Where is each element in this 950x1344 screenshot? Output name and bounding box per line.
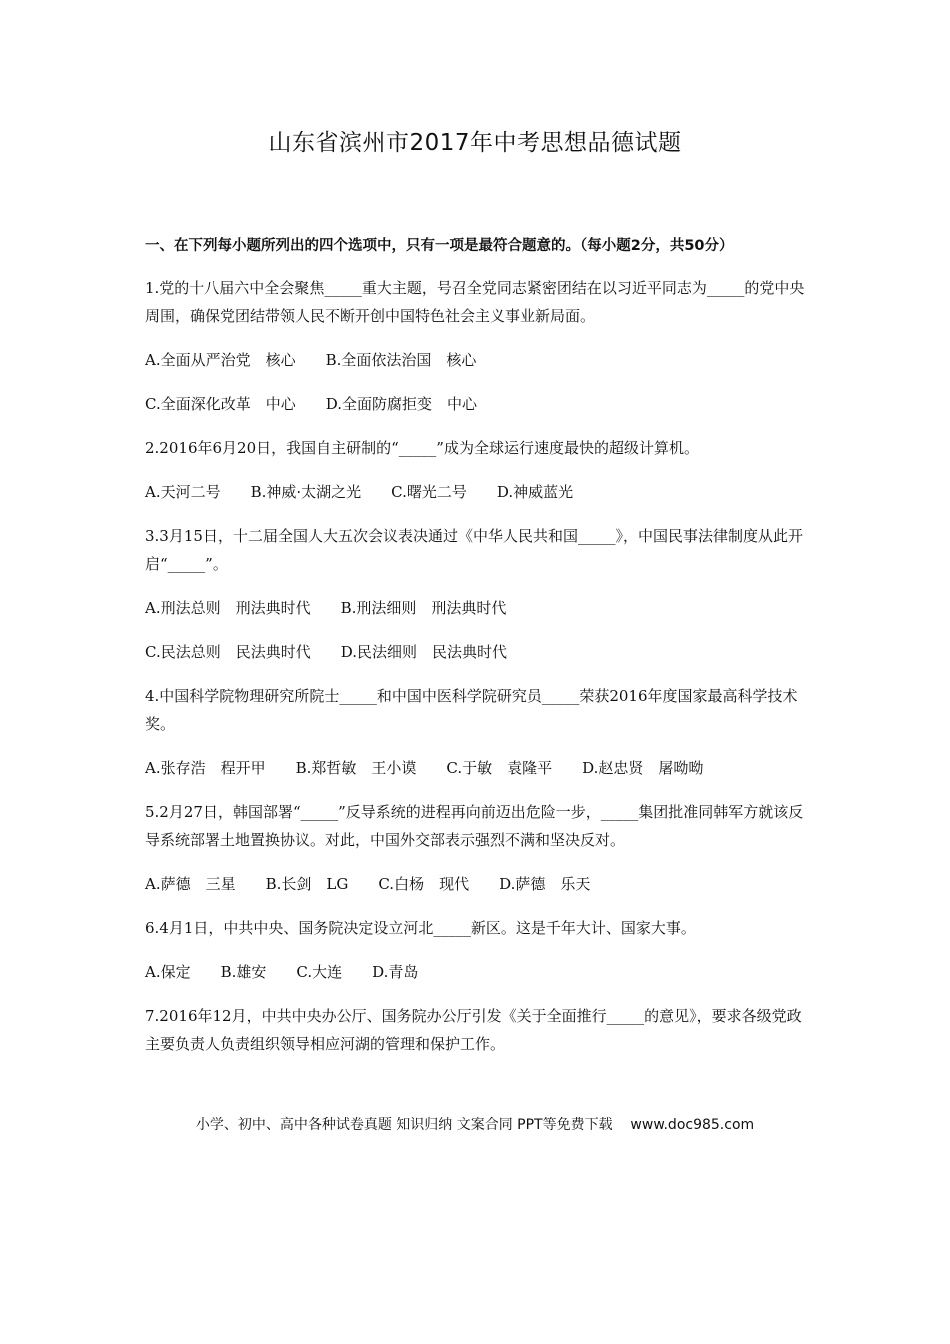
option: C.大连	[296, 963, 343, 981]
option: B.全面依法治国 核心	[325, 351, 477, 369]
question-stem: 5.2月27日，韩国部署“_____”反导系统的进程再向前迈出危险一步，_____集团批准同韩军方就该反导系统部署土地置换协议。对此，中国外交部表示强烈不满和坚决反对。	[145, 803, 804, 849]
option: B.郑哲敏 王小谟	[295, 759, 417, 777]
question-stem: 2.2016年6月20日，我国自主研制的“_____”成为全球运行速度最快的超级计算机。	[145, 439, 699, 457]
option: D.萨德 乐天	[499, 875, 591, 893]
option: D.青岛	[372, 963, 419, 981]
exam-content	[145, 232, 810, 1074]
option: D.神威蓝光	[496, 483, 574, 501]
option: B.雄安	[220, 963, 267, 981]
option: A.全面从严治党 核心	[145, 351, 296, 369]
option: A.保定	[145, 963, 191, 981]
question-stem: 4.中国科学院物理研究所院士_____和中国中医科学院研究员_____荣获2016年度国家最高科学技术奖。	[145, 687, 798, 733]
option: C.全面深化改革 中心	[145, 395, 296, 413]
option: D.民法细则 民法典时代	[340, 643, 507, 661]
option-line	[145, 390, 810, 418]
question-stem: 1.党的十八届六中全会聚焦_____重大主题，号召全党同志紧密团结在以习近平同志为_____的党中央周围，确保党团结带领人民不断开创中国特色社会主义事业新局面。	[145, 279, 805, 325]
option: B.神威·太湖之光	[250, 483, 362, 501]
option: B.长剑 LG	[265, 875, 349, 893]
option-line	[145, 346, 810, 374]
option: C.于敏 袁隆平	[446, 759, 553, 777]
option: D.赵忠贤 屠呦呦	[582, 759, 704, 777]
question-stem: 7.2016年12月，中共中央办公厅、国务院办公厅引发《关于全面推行_____的意见》，要求各级党政主要负责人负责组织领导相应河湖的管理和保护工作。	[145, 1007, 802, 1053]
option: C.白杨 现代	[378, 875, 470, 893]
question-stem: 6.4月1日，中共中央、国务院决定设立河北_____新区。这是千年大计、国家大事。	[145, 919, 696, 937]
option-line	[145, 870, 810, 898]
option: A.天河二号	[145, 483, 221, 501]
option: A.萨德 三星	[145, 875, 236, 893]
option-line	[145, 478, 810, 506]
option-line	[145, 594, 810, 622]
option: C.曙光二号	[391, 483, 467, 501]
option: A.刑法总则 刑法典时代	[145, 599, 311, 617]
option: A.张存浩 程开甲	[145, 759, 266, 777]
page-title: 山东省滨州市2017年中考思想品德试题	[268, 130, 682, 156]
section-heading: 一、在下列每小题所列出的四个选项中，只有一项是最符合题意的。（每小题2分，共50分）	[145, 238, 734, 254]
option: D.全面防腐拒变 中心	[325, 395, 477, 413]
option-line	[145, 638, 810, 666]
page-footer: 小学、初中、高中各种试卷真题 知识归纳 文案合同 PPT等免费下载 www.doc985.com	[195, 1117, 755, 1133]
option: C.民法总则 民法典时代	[145, 643, 311, 661]
option-line	[145, 754, 810, 782]
option-line	[145, 958, 810, 986]
option: B.刑法细则 刑法典时代	[340, 599, 507, 617]
question-stem: 3.3月15日，十二届全国人大五次会议表决通过《中华人民共和国_____》，中国民事法律制度从此开启“_____”。	[145, 527, 803, 573]
